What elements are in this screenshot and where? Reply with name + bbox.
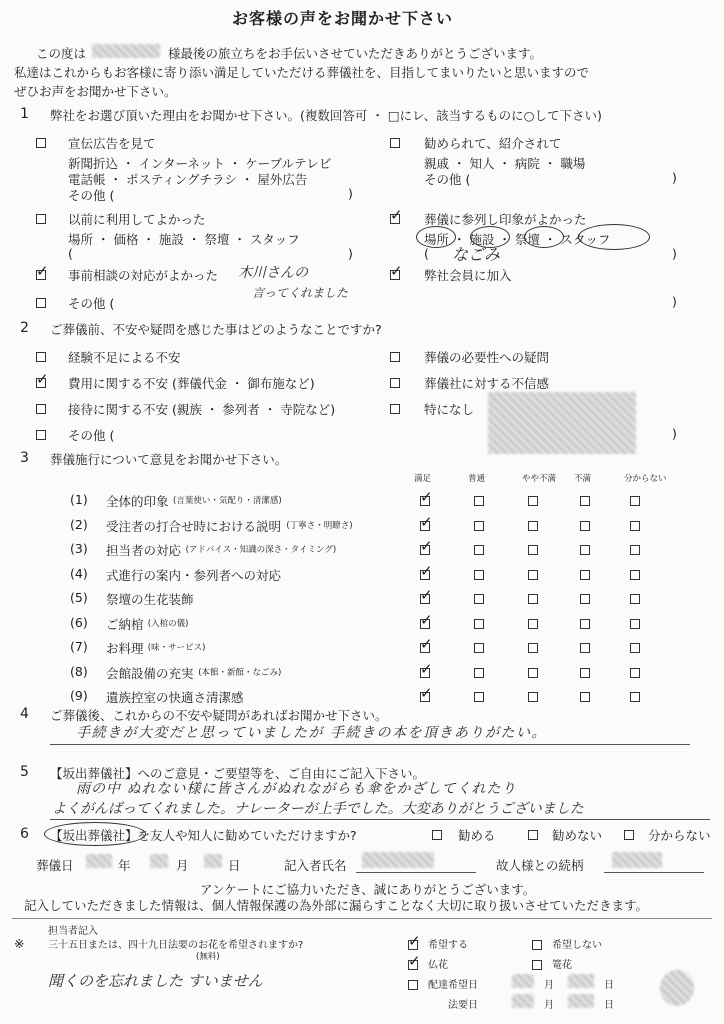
staff-divider [12,918,712,919]
q5-line [50,819,710,820]
q2-opt5-checkbox[interactable] [36,404,46,414]
q3-row-number: (3) [70,541,88,556]
q1-question: 弊社をお選び頂いた理由をお聞かせ下さい。(複数回答可 ・ □にレ、該当するものに○して下さい) [50,108,602,123]
q3-row-number: (7) [70,639,88,654]
q1-opt3-sub: 場所 ・ 価格 ・ 施設 ・ 祭壇 ・ スタッフ [68,232,300,247]
q3-rating-checkbox[interactable] [580,594,590,604]
q3-row-label: 担当者の対応 [106,543,182,558]
intro-line-1a: この度は [36,46,87,61]
q4-question: ご葬儀後、これからの不安や疑問があればお聞かせ下さい。 [50,708,388,723]
q3-rating-checkbox[interactable] [580,643,590,653]
q1-opt4-close: ) [672,246,677,261]
staff-sakaki-label: 篭花 [552,960,572,971]
relation-line [604,872,704,873]
q3-rating-checkbox[interactable] [528,619,538,629]
q3-rating-checkbox[interactable] [420,643,430,653]
staff-memorial-day: 日 [604,1000,614,1011]
q3-row-label: 遺族控室の快適さ清潔感 [106,690,244,705]
q3-rating-checkbox[interactable] [420,668,430,678]
circle-mark-staff [578,224,650,250]
q3-rating-checkbox[interactable] [630,643,640,653]
q1-opt4-sub: 場所 ・ 施設 ・ 祭壇 ・ スタッフ [424,232,611,247]
year-label: 年 [118,858,131,873]
q6-question: 【坂出葬儀社】を友人や知人に勧めていただけますか? [50,828,357,843]
q3-row-sublabel: (アドバイス・知識の深さ・タイミング) [185,545,337,555]
redacted-month [150,854,168,868]
q2-opt7-checkbox[interactable] [36,430,46,440]
q2-opt3-checkbox[interactable] [36,378,46,388]
q4-number: 4 [20,706,29,722]
q3-rating-checkbox[interactable] [580,496,590,506]
q3-rating-checkbox[interactable] [474,570,484,580]
redacted-memorial-month [512,994,534,1008]
q2-opt6-label: 特になし [424,402,475,417]
q2-opt4-checkbox[interactable] [390,378,400,388]
q1-opt3-close: ) [348,246,353,261]
q3-row-number: (2) [70,516,88,532]
q3-row-number: (9) [70,688,88,703]
q3-row-sublabel: (味・サービス) [147,643,206,653]
q3-rating-checkbox[interactable] [474,496,484,506]
q2-opt1-checkbox[interactable] [36,352,46,362]
q1-opt5-label: 事前相談の対応がよかった [68,268,219,283]
q3-rating-checkbox[interactable] [630,594,640,604]
q2-opt4-label: 葬儀社に対する不信感 [424,376,550,391]
q1-opt3-paren-open: ( [68,246,73,261]
staff-delivery-label: 配達希望日 [428,980,478,991]
q3-header-3: 不満 [574,474,592,484]
q2-question: ご葬儀前、不安や疑問を感じた事はどのようなことですか? [50,322,382,337]
q1-opt1-close: ) [348,186,353,201]
q3-header-4: 分からない [624,474,667,484]
staff-title: 担当者記入 [48,926,98,937]
q6-unsure-checkbox[interactable] [624,830,634,840]
q1-opt5-handwriting-1: 木川さんの [238,265,308,281]
q1-opt2-other: その他 ( [424,172,471,187]
q6-recommend-checkbox[interactable] [432,830,442,840]
q3-rating-checkbox[interactable] [580,570,590,580]
q1-opt2-sub: 親戚 ・ 知人 ・ 病院 ・ 職場 [424,156,586,171]
q4-line [50,744,690,745]
q3-rating-checkbox[interactable] [420,570,430,580]
q3-rating-checkbox[interactable] [420,545,430,555]
circle-mark-basho [416,226,456,248]
q3-row-label: 受注者の打合せ時における説明 [106,518,282,534]
redacted-stamp [488,392,636,454]
q3-rating-checkbox[interactable] [528,521,538,531]
staff-flower-checkbox[interactable] [408,960,418,970]
q3-rating-checkbox[interactable] [420,521,430,531]
redacted-writer [362,852,434,868]
q2-opt5-label: 接待に関する不安 (親族 ・ 参列者 ・ 寺院など) [68,402,336,417]
q3-rating-checkbox[interactable] [528,643,538,653]
q1-opt1-checkbox[interactable] [36,138,46,148]
q1-opt4-checkbox[interactable] [390,214,400,224]
q3-header-2: やや不満 [522,474,557,484]
q1-opt5-checkbox[interactable] [36,270,46,280]
q3-rating-checkbox[interactable] [580,521,590,531]
month-label: 月 [176,858,189,873]
q3-row-label: 式進行の案内・参列者への対応 [106,567,282,583]
day-label: 日 [228,858,241,873]
q1-opt4-paren-open: ( [424,246,429,261]
q3-rating-checkbox[interactable] [630,668,640,678]
q3-rating-checkbox[interactable] [528,570,538,580]
intro-line-1b: 様最後の旅立ちをお手伝いさせていただきありがとうございます。 [168,46,543,61]
q3-rating-checkbox[interactable] [474,521,484,531]
q5-handwriting-1: 雨の中 ぬれない様に皆さんがぬれながらも傘をかざしてくれたり [76,781,517,797]
staff-not-want-checkbox[interactable] [532,940,542,950]
staff-flower-label: 仏花 [428,960,448,971]
q5-number: 5 [20,764,29,780]
q3-row-label: ご納棺 [106,616,144,632]
redacted-name [92,44,160,58]
q6-unsure-label: 分からない [648,828,711,843]
q3-rating-checkbox[interactable] [580,692,590,702]
q2-number: 2 [20,320,29,336]
staff-memorial-month: 月 [544,1000,554,1011]
redacted-day [204,854,222,868]
q1-opt4-label: 葬儀に参列し印象がよかった [424,212,587,227]
staff-want-label: 希望する [428,940,468,951]
redacted-memorial-day [568,994,594,1008]
q3-rating-checkbox[interactable] [528,496,538,506]
q3-row-sublabel: (入棺の儀) [147,618,189,629]
writer-line [356,872,476,873]
q3-row-label: 全体的印象 [106,494,169,509]
q3-rating-checkbox[interactable] [528,594,538,604]
q3-rating-checkbox[interactable] [528,692,538,702]
q1-opt6-checkbox[interactable] [390,270,400,280]
q1-opt7-close: ) [672,294,677,309]
q3-rating-checkbox[interactable] [420,594,430,604]
q3-row-number: (5) [70,590,88,605]
staff-delivery-month: 月 [544,980,554,991]
q3-rating-checkbox[interactable] [528,545,538,555]
q1-opt1-sub1: 新聞折込 ・ インターネット ・ ケーブルテレビ [68,156,332,171]
q1-opt2-label: 勧められて、紹介されて [424,136,562,151]
q6-not-recommend-checkbox[interactable] [528,830,538,840]
q1-opt5-handwriting-2: 言ってくれました [252,286,349,300]
q1-opt2-close: ) [672,170,677,185]
q1-opt7-label: その他 ( [68,296,115,311]
q3-rating-checkbox[interactable] [474,643,484,653]
staff-question: 三十五日または、四十九日法要のお花を希望されますか? [48,940,304,951]
redacted-delivery-month [512,974,534,988]
q1-opt1-other: その他 ( [68,188,115,203]
q5-question: 【坂出葬儀社】へのご意見・ご要望等を、ご自由にご記入下さい。 [50,766,426,781]
q3-rating-checkbox[interactable] [630,619,640,629]
q1-opt3-checkbox[interactable] [36,214,46,224]
staff-memorial-label: 法要日 [448,1000,478,1011]
q3-row-number: (6) [70,614,88,630]
q3-row-label: 祭壇の生花装飾 [106,592,194,607]
q1-number: 1 [20,106,29,122]
q1-opt7-checkbox[interactable] [36,298,46,308]
staff-delivery-day: 日 [604,980,614,991]
q3-rating-checkbox[interactable] [630,496,640,506]
q3-rating-checkbox[interactable] [630,545,640,555]
q1-opt4-handwriting: なごみ [452,245,501,264]
q3-rating-checkbox[interactable] [580,668,590,678]
q3-rating-checkbox[interactable] [580,619,590,629]
q3-rating-checkbox[interactable] [420,619,430,629]
q3-row-number: (8) [70,663,88,679]
writer-name-label: 記入者氏名 [284,858,347,873]
q3-rating-checkbox[interactable] [420,692,430,702]
privacy-text: 記入していただきました情報は、個人情報保護の為外部に漏らすことなく大切に取り扱いさせていただきます。 [24,898,649,913]
q3-row-sublabel: (言葉使い・気配り・清潔感) [173,496,282,506]
q3-number: 3 [20,450,29,466]
redacted-year [86,854,112,868]
q3-rating-checkbox[interactable] [630,570,640,580]
q3-rating-checkbox[interactable] [528,668,538,678]
q3-row-label: 会館設備の充実 [106,665,194,681]
q2-opt3-label: 費用に関する不安 (葬儀代金 ・ 御布施など) [68,376,315,391]
intro-line-3: ぜひお声をお聞かせ下さい。 [14,84,177,99]
page-title: お客様の声をお聞かせ下さい [232,9,454,28]
q3-rating-checkbox[interactable] [630,521,640,531]
q2-opt7-close: ) [672,426,677,441]
q1-opt3-label: 以前に利用してよかった [68,212,206,227]
q2-opt2-checkbox[interactable] [390,352,400,362]
q3-rating-checkbox[interactable] [630,692,640,702]
intro-line-2: 私達はこれからもお客様に寄り添い満足していただける葬儀社を、目指してまいりたいと思いますので [14,65,590,80]
q1-opt6-label: 弊社会員に加入 [424,268,512,283]
q3-header-0: 満足 [414,474,432,484]
q4-handwriting: 手続きが大変だと思っていましたが 手続きの本を頂きありがたい。 [76,725,547,741]
redacted-staff-stamp [660,970,694,1006]
funeral-date-label: 葬儀日 [36,858,74,873]
staff-handwriting: 聞くのを忘れました すいません [48,972,263,990]
q3-row-sublabel: (本館・新館・なごみ) [198,667,282,678]
staff-paid: (無料) [196,952,220,962]
q3-rating-checkbox[interactable] [474,594,484,604]
q3-rating-checkbox[interactable] [474,668,484,678]
redacted-relation [612,852,662,868]
redacted-delivery-day [568,974,594,988]
staff-delivery-checkbox[interactable] [408,980,418,990]
q3-rating-checkbox[interactable] [580,545,590,555]
q3-row-label: お料理 [106,641,144,656]
q3-row-sublabel: (丁寧さ・明瞭さ) [286,520,353,531]
q3-rating-checkbox[interactable] [474,692,484,702]
q5-handwriting-2: よくがんばってくれました。ナレーターが上手でした。大変ありがとうございました [52,801,584,817]
q2-opt7-label: その他 ( [68,428,115,443]
relation-label: 故人様との続柄 [496,858,584,873]
q2-opt1-label: 経験不足による不安 [68,350,181,365]
q2-opt6-checkbox[interactable] [390,404,400,414]
q3-rating-checkbox[interactable] [474,545,484,555]
q3-rating-checkbox[interactable] [420,496,430,506]
q3-question: 葬儀施行について意見をお聞かせ下さい。 [50,452,288,467]
thanks-text: アンケートにご協力いただき、誠にありがとうございます。 [200,882,536,897]
q6-number: 6 [20,826,29,842]
staff-sakaki-checkbox[interactable] [532,960,542,970]
q3-row-number: (1) [70,492,88,507]
q1-opt1-sub2: 電話帳 ・ ポスティングチラシ ・ 屋外広告 [68,172,308,187]
staff-not-want-label: 希望しない [552,940,602,951]
q1-opt2-checkbox[interactable] [390,138,400,148]
q3-row-number: (4) [70,565,88,581]
staff-want-checkbox[interactable] [408,940,418,950]
q3-rating-checkbox[interactable] [474,619,484,629]
q1-opt1-label: 宣伝広告を見て [68,136,156,151]
q3-header-1: 普通 [468,474,486,484]
q6-recommend-label: 勧める [458,828,496,843]
staff-mark: ※ [14,936,25,951]
q2-opt2-label: 葬儀の必要性への疑問 [424,350,550,365]
q6-not-recommend-label: 勧めない [552,828,603,843]
circle-mark-company [44,822,146,846]
circle-mark-saidan [524,226,564,248]
